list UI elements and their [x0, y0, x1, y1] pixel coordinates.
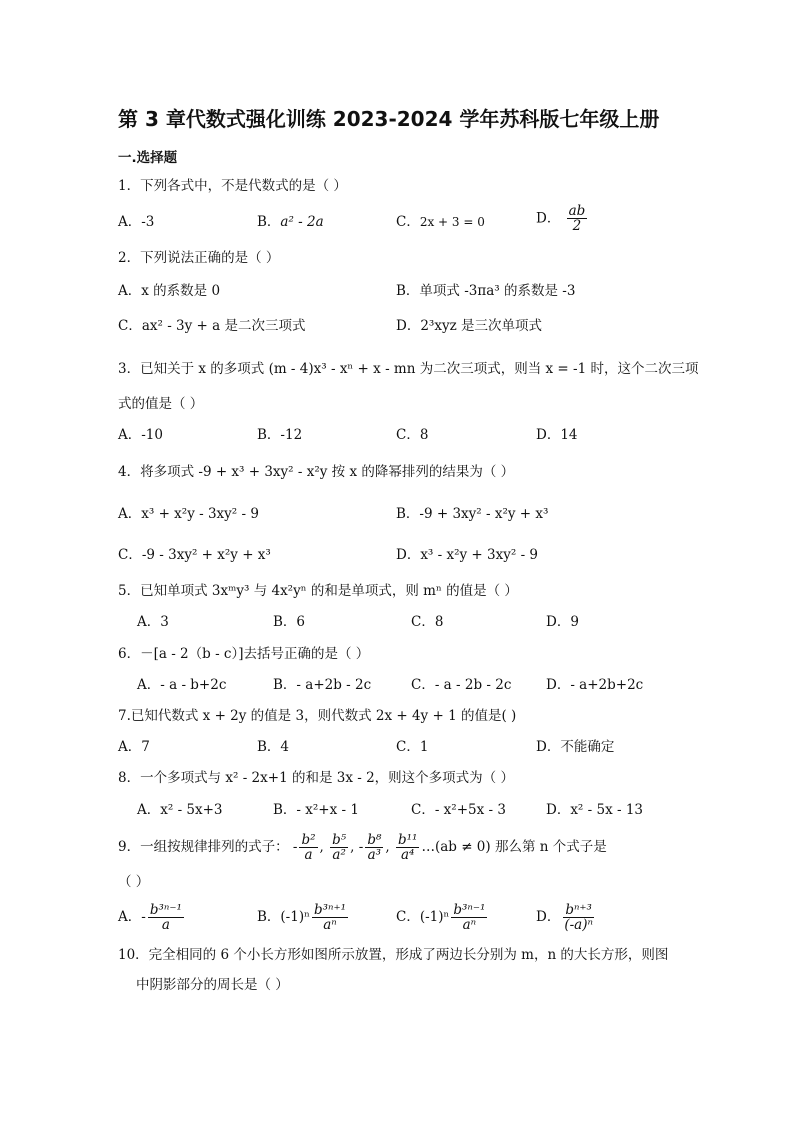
- question-3-option-d: D．14: [536, 427, 578, 443]
- question-7-option-a: A．7: [118, 739, 150, 755]
- question-3-option-a: A．-10: [118, 427, 163, 443]
- question-4-option-c: C．-9 - 3xy² + x²y + x³: [118, 547, 271, 563]
- question-6-option-b: B．- a+2b - 2c: [273, 677, 372, 693]
- question-10-stem: 10．完全相同的 6 个小长方形如图所示放置，形成了两边长分别为 m，n 的大长方形，则图: [118, 947, 669, 963]
- question-4-option-d: D．x³ - x²y + 3xy² - 9: [396, 547, 539, 563]
- question-1-option-a: A．-3: [118, 214, 155, 230]
- question-2-option-d: D．2³xyz 是三次单项式: [396, 318, 542, 334]
- question-2-option-c: C．ax² - 3y + a 是二次三项式: [118, 318, 306, 334]
- question-2-option-a: A．x 的系数是 0: [118, 283, 221, 299]
- question-3-stem: 3．已知关于 x 的多项式 (m - 4)x³ - xⁿ + x - mn 为二次三项式，则当 x = -1 时，这个二次三项: [118, 361, 699, 377]
- question-8-option-c: C．- x²+5x - 3: [411, 802, 506, 818]
- question-8-option-b: B．- x²+x - 1: [273, 802, 359, 818]
- question-9-option-b: B．(-1)ⁿ $\frac{\text{b³ⁿ⁺¹}}{\text{aⁿ}}$: [257, 902, 347, 933]
- question-3-option-c: C．8: [396, 427, 429, 443]
- section-heading: 一.选择题: [118, 150, 178, 166]
- page-title: 第 3 章代数式强化训练 2023-2024 学年苏科版七年级上册: [118, 107, 660, 131]
- question-1-option-c: C．2x + 3 = 0: [396, 214, 485, 230]
- question-4-stem: 4．将多项式 -9 + x³ + 3xy² - x²y 按 x 的降幂排列的结果为（ ）: [118, 464, 515, 480]
- question-4-option-b: B．-9 + 3xy² - x²y + x³: [396, 506, 549, 522]
- question-8-option-a: A．x² - 5x+3: [137, 802, 223, 818]
- question-6-option-a: A．- a - b+2c: [137, 677, 227, 693]
- question-9-stem: 9．一组按规律排列的式子： - $\frac{\text{b²}}{a}$ , $\frac{\text{b⁵}}{\text{a²}}$ , - $\frac{\text{b⁸}}{\text{a³}}$ , $\frac{\text{b¹¹}}{\text{a⁴}}$ …(ab ≠ 0) 那么第 n 个式子是: [118, 832, 607, 863]
- question-6-option-d: D．- a+2b+2c: [546, 677, 644, 693]
- question-5-option-b: B．6: [273, 614, 306, 630]
- question-7-option-d: D．不能确定: [536, 739, 615, 755]
- question-10-stem-cont: 中阴影部分的周长是（ ）: [136, 977, 289, 993]
- question-4-option-a: A．x³ + x²y - 3xy² - 9: [118, 506, 259, 522]
- question-6-stem: 6．－[a - 2（b - c）]去括号正确的是（ ）: [118, 646, 370, 662]
- question-2-option-b: B．单项式 -3πa³ 的系数是 -3: [396, 283, 576, 299]
- question-9-option-a: A．- $\frac{\text{b³ⁿ⁻¹}}{a}$: [118, 902, 182, 933]
- question-7-option-c: C．1: [396, 739, 429, 755]
- question-7-stem: 7.已知代数式 x + 2y 的值是 3，则代数式 2x + 4y + 1 的值是( ): [118, 708, 517, 724]
- question-1-option-b: B．a² - 2a: [257, 214, 324, 230]
- question-8-option-d: D．x² - 5x - 13: [546, 802, 644, 818]
- question-9-option-d: D． $\frac{\text{bⁿ⁺³}}{\text{(-a)ⁿ}}$: [536, 902, 593, 933]
- question-5-option-c: C．8: [411, 614, 444, 630]
- question-3-option-b: B．-12: [257, 427, 303, 443]
- question-5-stem: 5．已知单项式 3xᵐy³ 与 4x²yⁿ 的和是单项式，则 mⁿ 的值是（ ）: [118, 583, 518, 599]
- question-6-option-c: C．- a - 2b - 2c: [411, 677, 512, 693]
- question-2-stem: 2．下列说法正确的是（ ）: [118, 250, 280, 266]
- question-9-stem-cont: （ ）: [118, 874, 150, 890]
- question-5-option-d: D．9: [546, 614, 579, 630]
- question-7-option-b: B．4: [257, 739, 290, 755]
- question-3-stem-cont: 式的值是（ ）: [118, 396, 204, 412]
- question-9-option-c: C．(-1)ⁿ $\frac{\text{b³ⁿ⁻¹}}{\text{aⁿ}}$: [396, 902, 486, 933]
- question-1-stem: 1．下列各式中，不是代数式的是（ ）: [118, 178, 347, 194]
- question-5-option-a: A．3: [137, 614, 169, 630]
- question-1-option-d: D． $\frac{ab}{2}$: [536, 203, 586, 234]
- question-8-stem: 8．一个多项式与 x² - 2x+1 的和是 3x - 2，则这个多项式为（ ）: [118, 770, 514, 786]
